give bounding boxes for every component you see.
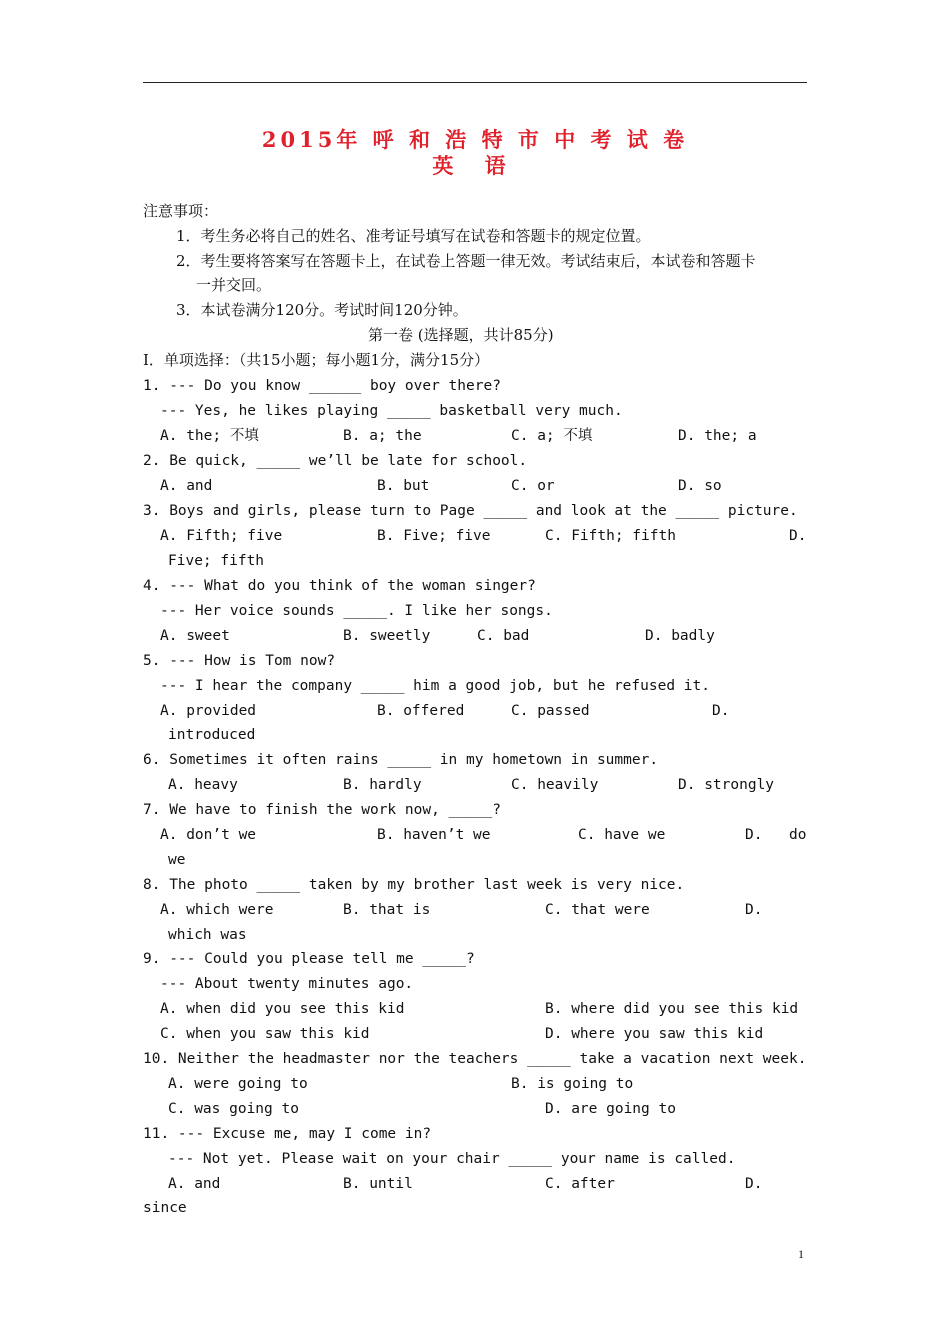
question-stem: 5. --- How is Tom now? — [143, 653, 336, 669]
option-c: C. bad — [477, 628, 530, 644]
option-a: A. provided — [160, 703, 257, 719]
header-rule — [143, 82, 807, 83]
option-a: A. sweet — [160, 628, 230, 644]
option-b: B. is going to — [511, 1076, 634, 1092]
option-b: B. that is — [343, 902, 431, 918]
option-d: D. — [745, 902, 763, 918]
option-a: A. heavy — [168, 777, 238, 793]
question-stem: 9. --- Could you please tell me _____? — [143, 951, 475, 967]
option-d: D. so — [678, 478, 722, 494]
option-c: C. a; 不填 — [511, 428, 593, 444]
question-stem: --- I hear the company _____ him a good job, but he refused it. — [160, 678, 710, 694]
question-stem: 1. --- Do you know ______ boy over there? — [143, 378, 501, 394]
option-b: B. a; the — [343, 428, 422, 444]
option-c: C. Fifth; fifth — [545, 528, 676, 544]
option-a: A. and — [168, 1176, 221, 1192]
notice-item: 一并交回。 — [196, 276, 272, 294]
question-stem: 2. Be quick, _____ we’ll be late for school. — [143, 453, 528, 469]
option-d: D. — [745, 827, 763, 843]
option-c: C. was going to — [168, 1101, 299, 1117]
option-d: D. — [745, 1176, 763, 1192]
question-stem: 11. --- Excuse me, may I come in? — [143, 1126, 432, 1142]
option-d: D. are going to — [545, 1101, 676, 1117]
notice-heading: 注意事项： — [143, 202, 219, 220]
option-b: B. sweetly — [343, 628, 431, 644]
option-d-text: introduced — [168, 727, 256, 743]
option-a: A. were going to — [168, 1076, 308, 1092]
question-stem: 10. Neither the headmaster nor the teachers _____ take a vacation next week. — [143, 1051, 807, 1067]
option-a: A. Fifth; five — [160, 528, 283, 544]
section-title: I．单项选择：（共15小题；每小题1分，满分15分） — [143, 351, 490, 369]
notice-item: 1．考生务必将自己的姓名、准考证号填写在试卷和答题卡的规定位置。 — [176, 227, 651, 245]
option-d: D. badly — [645, 628, 715, 644]
option-d-text: do — [789, 827, 807, 843]
option-b: B. where did you see this kid — [545, 1001, 799, 1017]
part-title: 第一卷 (选择题，共计85分) — [368, 326, 554, 344]
option-a: A. when did you see this kid — [160, 1001, 405, 1017]
question-stem: 4. --- What do you think of the woman singer? — [143, 578, 536, 594]
question-stem: 3. Boys and girls, please turn to Page _____ and look at the _____ picture. — [143, 503, 798, 519]
notice-item: 2．考生要将答案写在答题卡上，在试卷上答题一律无效。考试结束后，本试卷和答题卡 — [176, 252, 756, 270]
option-d: D. — [789, 528, 807, 544]
option-d-text: since — [143, 1200, 187, 1216]
exam-subject: 英 语 — [432, 153, 518, 178]
option-a: A. don’t we — [160, 827, 257, 843]
question-stem: --- About twenty minutes ago. — [160, 976, 414, 992]
option-c: C. after — [545, 1176, 615, 1192]
option-d: D. the; a — [678, 428, 757, 444]
question-stem: 8. The photo _____ taken by my brother last week is very nice. — [143, 877, 685, 893]
option-d: D. — [712, 703, 730, 719]
question-stem: 7. We have to finish the work now, _____? — [143, 802, 501, 818]
exam-title: 2015年 呼 和 浩 特 市 中 考 试 卷 — [261, 127, 689, 152]
question-stem: --- Her voice sounds _____. I like her songs. — [160, 603, 553, 619]
question-stem: 6. Sometimes it often rains _____ in my hometown in summer. — [143, 752, 659, 768]
option-d-text: we — [168, 852, 186, 868]
option-a: A. and — [160, 478, 213, 494]
option-b: B. hardly — [343, 777, 422, 793]
page-number: 1 — [798, 1247, 804, 1261]
option-c: C. when you saw this kid — [160, 1026, 370, 1042]
option-c: C. have we — [578, 827, 666, 843]
option-b: B. offered — [377, 703, 465, 719]
option-d-text: which was — [168, 927, 247, 943]
option-d-text: Five; fifth — [168, 553, 265, 569]
option-b: B. Five; five — [377, 528, 491, 544]
option-b: B. haven’t we — [377, 827, 491, 843]
question-stem: --- Not yet. Please wait on your chair _____ your name is called. — [168, 1151, 736, 1167]
notice-item: 3．本试卷满分120分。考试时间120分钟。 — [176, 301, 468, 319]
option-a: A. the; 不填 — [160, 428, 259, 444]
option-b: B. but — [377, 478, 430, 494]
option-b: B. until — [343, 1176, 413, 1192]
option-d: D. strongly — [678, 777, 775, 793]
option-c: C. or — [511, 478, 555, 494]
option-d: D. where you saw this kid — [545, 1026, 764, 1042]
option-c: C. heavily — [511, 777, 599, 793]
option-c: C. that were — [545, 902, 650, 918]
question-stem: --- Yes, he likes playing _____ basketball very much. — [160, 403, 623, 419]
option-a: A. which were — [160, 902, 274, 918]
option-c: C. passed — [511, 703, 590, 719]
